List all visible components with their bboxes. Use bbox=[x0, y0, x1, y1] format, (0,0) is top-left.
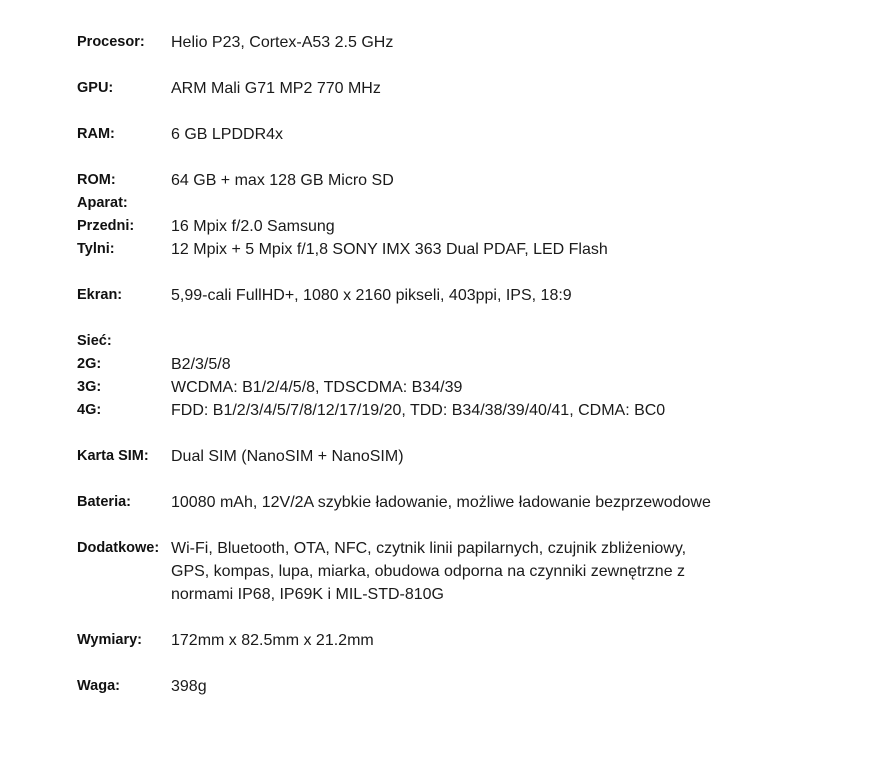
spec-value: 10080 mAh, 12V/2A szybkie ładowanie, możliwe ładowanie bezprzewodowe bbox=[171, 494, 711, 511]
spec-section-heading: Sieć: bbox=[77, 333, 112, 349]
spec-label: Bateria: bbox=[77, 494, 131, 510]
spec-value-line: GPS, kompas, lupa, miarka, obudowa odporna na czynniki zewnętrzne z bbox=[171, 563, 686, 580]
spec-value: 64 GB + max 128 GB Micro SD bbox=[171, 172, 394, 189]
spec-value-line: Wi-Fi, Bluetooth, OTA, NFC, czytnik linii papilarnych, czujnik zbliżeniowy, bbox=[171, 540, 687, 557]
spec-label: ROM: bbox=[77, 172, 116, 188]
spec-value: 16 Mpix f/2.0 Samsung bbox=[171, 218, 335, 235]
spec-value: ARM Mali G71 MP2 770 MHz bbox=[171, 80, 381, 97]
spec-label: 2G: bbox=[77, 356, 102, 372]
spec-value: Dual SIM (NanoSIM + NanoSIM) bbox=[171, 448, 404, 465]
spec-value: 12 Mpix + 5 Mpix f/1,8 SONY IMX 363 Dual PDAF, LED Flash bbox=[171, 241, 608, 258]
spec-label: RAM: bbox=[77, 126, 115, 142]
spec-value: 398g bbox=[171, 678, 207, 695]
spec-label: GPU: bbox=[77, 80, 114, 96]
spec-label: 3G: bbox=[77, 379, 102, 395]
spec-label: 4G: bbox=[77, 402, 102, 418]
spec-value: 172mm x 82.5mm x 21.2mm bbox=[171, 632, 374, 649]
spec-label: Wymiary: bbox=[77, 632, 143, 648]
spec-label: Procesor: bbox=[77, 34, 145, 50]
spec-value: Helio P23, Cortex-A53 2.5 GHz bbox=[171, 34, 394, 51]
spec-value: 5,99-cali FullHD+, 1080 x 2160 pikseli, 403ppi, IPS, 18:9 bbox=[171, 287, 572, 304]
spec-value: B2/3/5/8 bbox=[171, 356, 231, 373]
spec-value: FDD: B1/2/3/4/5/7/8/12/17/19/20, TDD: B34/38/39/40/41, CDMA: BC0 bbox=[171, 402, 666, 419]
spec-value: WCDMA: B1/2/4/5/8, TDSCDMA: B34/39 bbox=[171, 379, 463, 396]
spec-label: Karta SIM: bbox=[77, 448, 149, 464]
spec-label: Tylni: bbox=[77, 241, 115, 257]
spec-value bbox=[171, 537, 686, 606]
spec-label: Ekran: bbox=[77, 287, 123, 303]
spec-section-heading: Aparat: bbox=[77, 195, 128, 211]
spec-label: Dodatkowe: bbox=[77, 540, 160, 556]
spec-value: 6 GB LPDDR4x bbox=[171, 126, 284, 143]
spec-label: Przedni: bbox=[77, 218, 135, 234]
spec-value-line: normami IP68, IP69K i MIL-STD-810G bbox=[171, 586, 444, 603]
spec-label: Waga: bbox=[77, 678, 120, 694]
